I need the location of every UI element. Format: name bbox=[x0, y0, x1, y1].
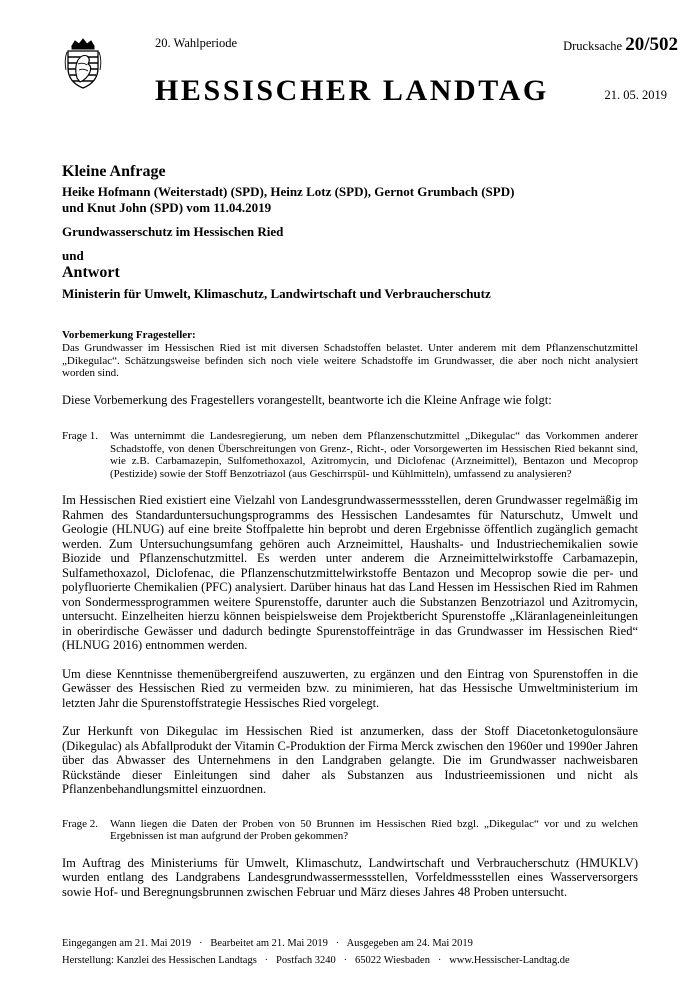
question-2 bbox=[62, 818, 638, 843]
footer bbox=[62, 935, 642, 969]
document-head bbox=[62, 163, 662, 302]
topic: Grundwasserschutz im Hessischen Ried bbox=[62, 224, 284, 239]
answer-1-paragraph-1: Im Hessischen Ried existiert eine Vielzahl von Landesgrundwassermessstellen, deren Grundwasser regelmäßig im Rahmen des Standarduntersuchungsprogramms des Hessischen Landesamtes für Naturschutz, Umwelt und Geologie (HLNUG) auf eine breite Stoffpalette hin beprobt und deren Ergebnisse öffentlich zugänglich gemacht werden. Zum Untersuchungsumfang gehören auch Arzneimittel, Haushalts- und Industriechemikalien sowie Biozide und Pflanzenschutzmittel. Es werden unter anderem die Arzneimittelwirkstoffe Carbamazepin, Sulfamethoxazol, Diclofenac, die Pflanzenschutzmittelwirkstoffe Bentazon und Mecoprop sowie die per- und polyfluorierte Chemikalien (PFC) analysiert. Darüber hinaus hat das Land Hessen im Hessischen Ried im Rahmen von Sondermessprogrammen weitere Spurenstoffe, darunter auch die Substanzen Benzotriazol und Azitromycin, untersucht. Einzelheiten hierzu können beispielsweise dem Projektbericht Spurenstoffe „Kläranlageneinleitungen in oberirdische Gewässer und dadurch bedingte Spurenstoffeinträge in das Grundwasser im Hessischen Ried“ (HLNUG 2016) entnommen werden. bbox=[62, 493, 638, 652]
answer-2-paragraph-1: Im Auftrag des Ministeriums für Umwelt, Klimaschutz, Landwirtschaft und Verbraucherschutz (HMUKLV) wurden entlang des Landgrabens Landesgrundwassermessstellen, Vorfeldmessstellen eines Wasserversorgers sowie Hof- und Beregnungsbrunnen zwischen Februar und März dieses Jahres 48 Proben untersucht. bbox=[62, 855, 638, 899]
question-2-text: Wann liegen die Daten der Proben von 50 Brunnen im Hessischen Ried bzgl. „Dikegulac“ vor und zu welchen Ergebnissen ist man aufgrund der Proben gekommen? bbox=[110, 817, 638, 842]
question-1-text: Was unternimmt die Landesregierung, um neben dem Pflanzenschutzmittel „Dikegulac“ das Vorkommen anderer Schadstoffe, von denen Überschreitungen von Grenz-, Richt-, oder Vorsorgewerten im Hessischen Ried bekannt sind, wie z.B. Carbamazepin, Sulfomethoxazol, Azitromycin, und Diclofenac (Arzneimittel), Bentazon und Mecoprop (Pestizide) sowie der Stoff Benzotriazol (aus Geschirrspül- und Kühlmitteln), umfassend zu analysieren? bbox=[110, 430, 638, 480]
wahlperiode: 20. Wahlperiode bbox=[155, 36, 238, 50]
question-2-label: Frage 2. bbox=[62, 817, 99, 830]
document-body bbox=[62, 329, 638, 899]
question-1 bbox=[62, 430, 638, 480]
drucksache-label: Drucksache bbox=[563, 39, 623, 53]
answer-1-paragraph-2: Um diese Kenntnisse themenübergreifend auszuwerten, zu ergänzen und den Eintrag von Spurenstoffen in die Gewässer des Hessischen Ried zu vermeiden bzw. zu minimieren, hat das Hessische Umweltministerium im letzten Jahr die Spurenstoffstrategie Hessisches Ried vorgelegt. bbox=[62, 666, 638, 710]
pre-heading: Vorbemerkung Fragesteller: bbox=[62, 329, 196, 341]
footer-dates: Eingegangen am 21. Mai 2019 · Bearbeitet am 21. Mai 2019 · Ausgegeben am 24. Mai 2019 bbox=[62, 938, 473, 949]
question-1-label: Frage 1. bbox=[62, 430, 99, 442]
drucksache-number: 20/502 bbox=[625, 34, 678, 55]
answer-1-paragraph-3: Zur Herkunft von Dikegulac im Hessischen Ried ist anzumerken, dass der Stoff Diacetonketogulonsäure (Dikegulac) als Abfallprodukt der Vitamin C-Produktion der Firma Merck zwischen den 1960er und 1990er Jahren über das Abwasser des Unternehmens in den Landgraben gelangte. Die im Grundwasser nachweisbaren Rückstände dieser Einleitungen sind daher als Substanzen aus Industrieemissionen und nicht als Pflanzenbehandlungsmittel einzuordnen. bbox=[62, 724, 638, 796]
antwort-heading: Antwort bbox=[62, 264, 120, 281]
document-type: Kleine Anfrage bbox=[62, 163, 166, 180]
document-date: 21. 05. 2019 bbox=[604, 88, 667, 102]
hessen-coat-of-arms-icon bbox=[64, 38, 102, 90]
ministry: Ministerin für Umwelt, Klimaschutz, Landwirtschaft und Verbraucherschutz bbox=[62, 286, 491, 301]
und-label: und bbox=[62, 248, 84, 263]
page-title: HESSISCHER LANDTAG bbox=[155, 74, 549, 107]
authors-line-1: Heike Hofmann (Weiterstadt) (SPD), Heinz Lotz (SPD), Gernot Grumbach (SPD) bbox=[62, 184, 515, 199]
drucksache bbox=[563, 34, 678, 56]
footer-imprint: Herstellung: Kanzlei des Hessischen Landtags · Postfach 3240 · 65022 Wiesbaden · www.Hessischer-Landtag.de bbox=[62, 955, 570, 966]
pre-text: Das Grundwasser im Hessischen Ried ist mit diversen Schadstoffen belastet. Unter anderem mit dem Pflanzenschutzmittel „Dikegulac“. Schätzungsweise befinden sich noch viele weitere Schadstoffe im Grundwasser, die aber noch nicht analysiert worden sind. bbox=[62, 342, 638, 379]
authors-line-2: und Knut John (SPD) vom 11.04.2019 bbox=[62, 200, 272, 215]
intro-paragraph: Diese Vorbemerkung des Fragestellers vorangestellt, beantworte ich die Kleine Anfrage wie folgt: bbox=[62, 392, 552, 407]
